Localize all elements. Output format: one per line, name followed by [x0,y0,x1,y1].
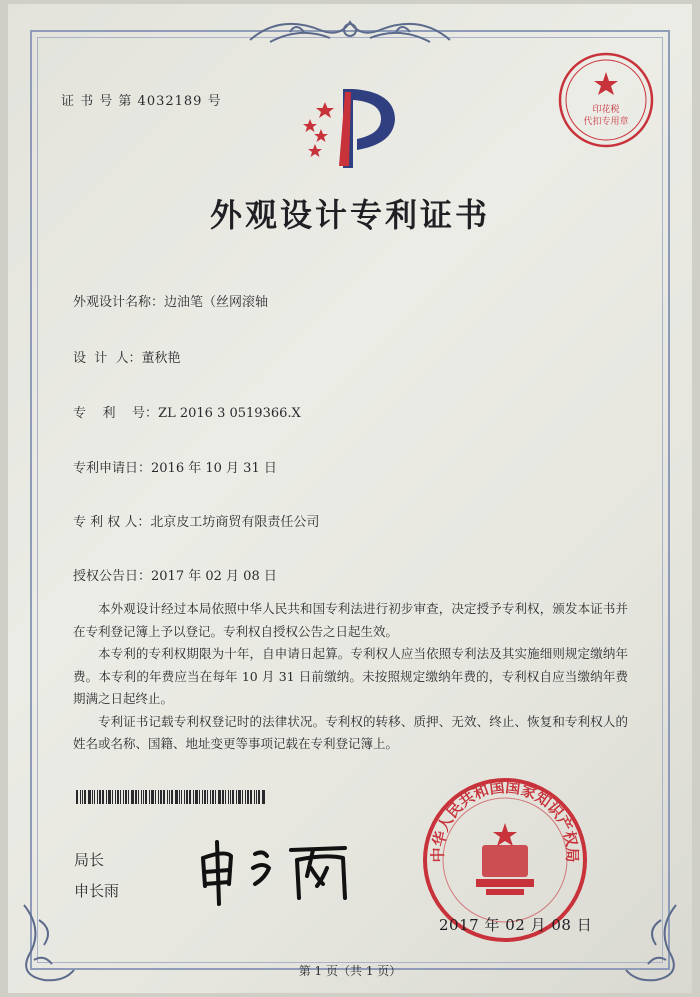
tax-seal [556,50,656,154]
barcode-bar [102,790,104,804]
barcode-bar [138,790,139,804]
body-paragraph-3: 专利证书记载专利权登记时的法律状况。专利权的转移、质押、无效、终止、恢复和专利权人的姓名或名称、国籍、地址变更等事项记载在专利登记簿上。 [73,713,628,751]
body-paragraph-1: 本外观设计经过本局依照中华人民共和国专利法进行初步审查，决定授予专利权，颁发本证书并在专利登记簿上予以登记。专利权自授权公告之日起生效。 [73,601,628,639]
barcode-bar [99,790,101,804]
barcode-bar [186,790,188,804]
barcode-bar [230,790,231,804]
field-label: 专利申请日： [73,461,152,476]
barcode-bar [242,790,243,804]
logo-star-3 [314,129,328,142]
barcode-bar [128,790,129,804]
seal-date: 2017 年 02 月 08 日 [439,916,593,934]
barcode-bar [236,790,237,804]
sipo-seal-text: 中华人民共和国国家知识产权局 [428,778,582,863]
field-designer [73,347,181,366]
handwritten-signature [195,828,365,908]
barcode-bar [175,790,178,804]
barcode-bar [218,790,221,804]
barcode-bar [195,790,198,804]
barcode-bar [125,790,127,804]
barcode-bar [94,790,95,804]
certificate-number-value: 4032189 [137,94,203,109]
barcode-bar [207,790,208,804]
field-label: 专 利 号： [73,406,159,421]
barcode-bar [117,790,119,804]
barcode-bar [171,790,173,804]
barcode-bar [250,790,252,804]
field-patentee [73,511,319,530]
logo-star-4 [308,144,322,157]
barcode-bar [232,790,234,804]
barcode-bar [228,790,229,804]
barcode-bar [145,790,147,804]
barcode-bar [97,790,98,804]
barcode-bar [88,790,91,804]
field-label: 授权公告日： [73,569,152,584]
barcode-bar [256,790,257,804]
certificate-title: 外观设计专利证书 [209,196,490,234]
field-value: 2017 年 02 月 08 日 [151,569,277,584]
sipo-logo [295,84,410,174]
logo-blue-arc [343,89,395,168]
barcode-bar [82,790,83,804]
top-ornament [240,12,460,52]
barcode-bar [204,790,206,804]
field-value: 北京皮工坊商贸有限责任公司 [150,515,320,530]
barcode-bar [158,790,159,804]
barcode-bar [212,790,214,804]
certificate-number-suffix: 号 [207,94,222,109]
barcode-bar [181,790,182,804]
barcode-bar [76,790,78,804]
field-value: 边油笔（丝网滚轴 [164,295,269,310]
barcode-bar [151,790,154,804]
barcode-bar [123,790,124,804]
barcode-bar [149,790,150,804]
field-label: 专 利 权 人： [73,515,151,530]
barcode-bar [210,790,211,804]
barcode-bar [143,790,144,804]
barcode-bar [141,790,142,804]
field-value: ZL 2016 3 0519366.X [158,406,301,421]
barcode-bar [215,790,216,804]
barcode-bar [262,790,265,804]
barcode-bar [238,790,241,804]
barcode-bar [225,790,226,804]
barcode-bar [254,790,255,804]
barcode-bar [115,790,116,804]
field-application-date [73,457,277,476]
field-design-name [73,291,268,310]
logo-red-stripe [339,92,351,166]
barcode-bar [92,790,93,804]
logo-star-1 [316,102,334,118]
barcode-bar [184,790,185,804]
barcode-bar [108,790,111,804]
certificate-number [61,90,222,109]
barcode-bar [112,790,113,804]
barcode-bar [84,790,86,804]
barcode-bar [245,790,246,804]
tax-seal-text-1: 印花税 [592,105,620,115]
certificate-body [73,598,628,756]
barcode-bar [169,790,170,804]
barcode-bar [80,790,81,804]
signatory-title: 局长 [74,851,105,869]
barcode-bar [222,790,224,804]
barcode-bar [189,790,191,804]
field-value: 董秋艳 [141,351,181,366]
signatory-name: 申长雨 [74,882,120,900]
field-patent-number [73,402,301,421]
barcode-bar [135,790,137,804]
barcode-bar [247,790,249,804]
barcode-bar [120,790,121,804]
barcode-bar [131,790,134,804]
certificate-number-label: 证 书 号 第 [61,94,133,109]
barcode [76,790,266,804]
page-footer: 第 1 页（共 1 页） [298,964,402,978]
barcode-bar [160,790,162,804]
field-value: 2016 年 10 月 31 日 [151,461,277,476]
barcode-bar [193,790,194,804]
field-label: 设 计 人： [73,351,142,366]
field-label: 外观设计名称： [73,295,165,310]
barcode-bar [199,790,200,804]
body-paragraph-2: 本专利的专利权期限为十年，自申请日起算。专利权人应当依照专利法及其实施细则规定缴纳年费。本专利的年费应当在每年 10 月 31 日前缴纳。未按照规定缴纳年费的，专利权自应当缴纳年费期满之日起终止。 [73,646,628,706]
barcode-bar [202,790,203,804]
barcode-bar [167,790,168,804]
barcode-bar [155,790,156,804]
barcode-bar [179,790,180,804]
barcode-bar [258,790,260,804]
barcode-bar [106,790,107,804]
field-announcement-date [73,565,277,584]
tax-seal-text-2: 代扣专用章 [583,117,629,127]
barcode-bar [163,790,165,804]
logo-star-2 [303,119,317,132]
